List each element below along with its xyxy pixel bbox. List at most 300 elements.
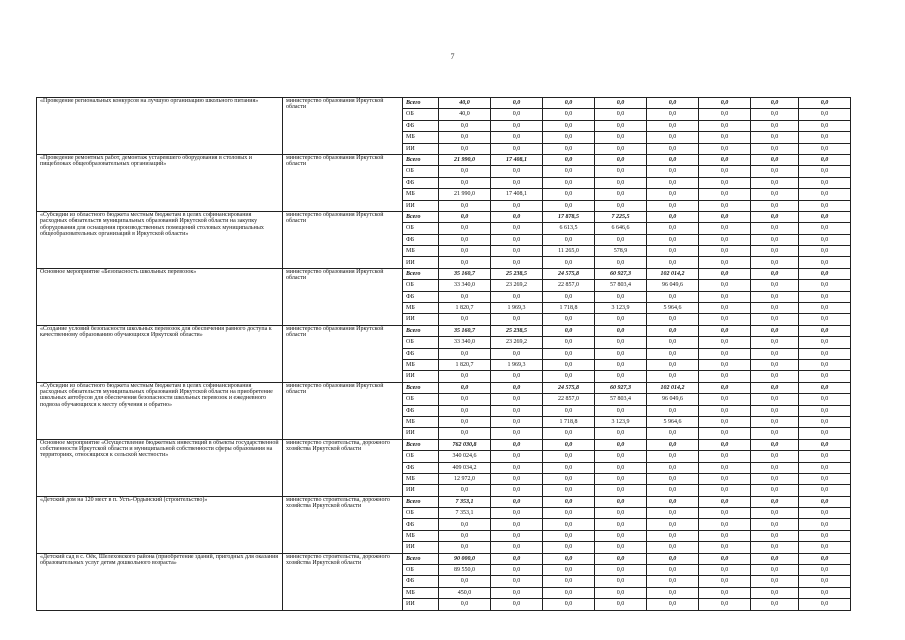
amount-cell: 0,0 — [543, 132, 595, 143]
amount-cell: 0,0 — [595, 428, 647, 439]
amount-cell: 0,0 — [439, 246, 491, 257]
amount-cell: 340 024,6 — [439, 451, 491, 462]
amount-cell: 0,0 — [647, 371, 699, 382]
amount-cell: 0,0 — [491, 246, 543, 257]
funding-source: ОБ — [403, 337, 439, 348]
amount-cell: 0,0 — [799, 553, 851, 564]
amount-cell: 0,0 — [595, 542, 647, 553]
amount-cell: 0,0 — [491, 257, 543, 268]
amount-cell: 0,0 — [595, 371, 647, 382]
amount-cell: 0,0 — [647, 166, 699, 177]
amount-cell: 0,0 — [699, 223, 751, 234]
amount-cell: 35 160,7 — [439, 325, 491, 336]
amount-cell: 0,0 — [647, 223, 699, 234]
amount-cell: 0,0 — [439, 257, 491, 268]
amount-cell: 0,0 — [543, 371, 595, 382]
amount-cell: 0,0 — [751, 98, 799, 109]
amount-cell: 0,0 — [439, 428, 491, 439]
amount-cell: 0,0 — [751, 109, 799, 120]
amount-cell: 0,0 — [439, 382, 491, 393]
amount-cell: 0,0 — [751, 234, 799, 245]
amount-cell: 0,0 — [751, 542, 799, 553]
amount-cell: 0,0 — [439, 599, 491, 610]
amount-cell: 0,0 — [699, 303, 751, 314]
amount-cell: 0,0 — [699, 599, 751, 610]
table-row — [37, 211, 851, 222]
amount-cell: 0,0 — [439, 394, 491, 405]
amount-cell: 0,0 — [751, 371, 799, 382]
amount-cell: 0,0 — [751, 416, 799, 427]
amount-cell: 0,0 — [491, 508, 543, 519]
amount-cell: 0,0 — [799, 268, 851, 279]
amount-cell: 0,0 — [799, 211, 851, 222]
amount-cell: 409 034,2 — [439, 462, 491, 473]
responsible-executor: министерство строительства, дорожного хозяйства Иркутской области — [283, 496, 403, 553]
amount-cell: 0,0 — [751, 462, 799, 473]
amount-cell: 0,0 — [751, 291, 799, 302]
amount-cell: 0,0 — [647, 496, 699, 507]
amount-cell: 25 238,5 — [491, 325, 543, 336]
amount-cell: 22 857,0 — [543, 280, 595, 291]
activity-name: «Субсидии из областного бюджета местным бюджетам в целях софинансирования расходных обязательств муниципальных образований Иркутской области на закупку оборудования для оснащения производственных помещений столовых муниципальных общеобразовательных организаций в Иркутской области» — [37, 211, 283, 268]
amount-cell: 17 408,1 — [491, 189, 543, 200]
amount-cell: 0,0 — [699, 371, 751, 382]
amount-cell: 0,0 — [699, 314, 751, 325]
responsible-executor: министерство образования Иркутской области — [283, 325, 403, 382]
amount-cell: 60 927,3 — [595, 382, 647, 393]
amount-cell: 1 718,8 — [543, 416, 595, 427]
amount-cell: 0,0 — [595, 166, 647, 177]
amount-cell: 0,0 — [699, 542, 751, 553]
amount-cell: 0,0 — [647, 211, 699, 222]
funding-source: МБ — [403, 246, 439, 257]
amount-cell: 0,0 — [647, 348, 699, 359]
amount-cell: 0,0 — [491, 439, 543, 450]
amount-cell: 0,0 — [595, 98, 647, 109]
amount-cell: 11 265,0 — [543, 246, 595, 257]
amount-cell: 0,0 — [543, 428, 595, 439]
amount-cell: 0,0 — [751, 508, 799, 519]
amount-cell: 0,0 — [751, 246, 799, 257]
amount-cell: 0,0 — [595, 189, 647, 200]
funding-source: ИИ — [403, 542, 439, 553]
amount-cell: 0,0 — [491, 451, 543, 462]
amount-cell: 0,0 — [799, 599, 851, 610]
funding-source: МБ — [403, 473, 439, 484]
amount-cell: 0,0 — [751, 439, 799, 450]
responsible-executor: министерство строительства, дорожного хозяйства Иркутской области — [283, 553, 403, 610]
amount-cell: 0,0 — [647, 462, 699, 473]
amount-cell: 0,0 — [799, 98, 851, 109]
amount-cell: 0,0 — [647, 325, 699, 336]
amount-cell: 0,0 — [699, 553, 751, 564]
amount-cell: 0,0 — [595, 132, 647, 143]
amount-cell: 60 927,3 — [595, 268, 647, 279]
amount-cell: 0,0 — [543, 177, 595, 188]
amount-cell: 0,0 — [699, 268, 751, 279]
amount-cell: 0,0 — [543, 109, 595, 120]
amount-cell: 0,0 — [491, 576, 543, 587]
funding-source: ИИ — [403, 599, 439, 610]
amount-cell: 0,0 — [751, 177, 799, 188]
funding-source: ФБ — [403, 177, 439, 188]
activity-name: «Проведение региональных конкурсов на лучшую организацию школьного питания» — [37, 98, 283, 155]
amount-cell: 0,0 — [543, 496, 595, 507]
amount-cell: 0,0 — [751, 325, 799, 336]
amount-cell: 0,0 — [491, 485, 543, 496]
amount-cell: 0,0 — [799, 189, 851, 200]
amount-cell: 33 340,0 — [439, 280, 491, 291]
funding-source: Всего — [403, 325, 439, 336]
amount-cell: 0,0 — [543, 257, 595, 268]
amount-cell: 0,0 — [699, 154, 751, 165]
amount-cell: 0,0 — [543, 166, 595, 177]
amount-cell: 0,0 — [647, 553, 699, 564]
amount-cell: 0,0 — [491, 416, 543, 427]
amount-cell: 0,0 — [491, 542, 543, 553]
amount-cell: 0,0 — [799, 177, 851, 188]
table-row — [37, 98, 851, 109]
amount-cell: 0,0 — [799, 257, 851, 268]
amount-cell: 0,0 — [595, 314, 647, 325]
amount-cell: 0,0 — [491, 348, 543, 359]
page-number: 7 — [450, 52, 455, 61]
amount-cell: 0,0 — [491, 371, 543, 382]
funding-source: ФБ — [403, 234, 439, 245]
amount-cell: 0,0 — [799, 303, 851, 314]
activity-name: «Создание условий безопасности школьных перевозок для обеспечения равного доступа к качественному образованию обучающихся Иркутской области» — [37, 325, 283, 382]
amount-cell: 0,0 — [699, 508, 751, 519]
amount-cell: 0,0 — [647, 451, 699, 462]
amount-cell: 0,0 — [699, 337, 751, 348]
amount-cell: 0,0 — [699, 280, 751, 291]
amount-cell: 0,0 — [799, 246, 851, 257]
amount-cell: 0,0 — [439, 485, 491, 496]
table-row — [37, 268, 851, 279]
amount-cell: 0,0 — [543, 98, 595, 109]
amount-cell: 0,0 — [647, 200, 699, 211]
funding-source: ФБ — [403, 120, 439, 131]
amount-cell: 0,0 — [699, 496, 751, 507]
amount-cell: 0,0 — [751, 576, 799, 587]
amount-cell: 0,0 — [439, 314, 491, 325]
amount-cell: 0,0 — [595, 530, 647, 541]
funding-source: ИИ — [403, 371, 439, 382]
amount-cell: 25 238,5 — [491, 268, 543, 279]
funding-source: ФБ — [403, 291, 439, 302]
amount-cell: 0,0 — [647, 143, 699, 154]
amount-cell: 0,0 — [491, 132, 543, 143]
amount-cell: 0,0 — [699, 394, 751, 405]
amount-cell: 0,0 — [543, 359, 595, 370]
amount-cell: 0,0 — [595, 565, 647, 576]
amount-cell: 0,0 — [647, 599, 699, 610]
amount-cell: 0,0 — [647, 154, 699, 165]
amount-cell: 23 269,2 — [491, 280, 543, 291]
amount-cell: 0,0 — [439, 405, 491, 416]
amount-cell: 0,0 — [439, 143, 491, 154]
amount-cell: 0,0 — [439, 177, 491, 188]
amount-cell: 0,0 — [491, 394, 543, 405]
amount-cell: 0,0 — [751, 223, 799, 234]
amount-cell: 0,0 — [595, 496, 647, 507]
amount-cell: 0,0 — [699, 200, 751, 211]
amount-cell: 0,0 — [595, 599, 647, 610]
amount-cell: 0,0 — [751, 166, 799, 177]
amount-cell: 450,0 — [439, 587, 491, 598]
amount-cell: 0,0 — [699, 166, 751, 177]
amount-cell: 0,0 — [699, 143, 751, 154]
amount-cell: 0,0 — [699, 587, 751, 598]
amount-cell: 0,0 — [595, 439, 647, 450]
amount-cell: 0,0 — [751, 496, 799, 507]
amount-cell: 0,0 — [439, 519, 491, 530]
amount-cell: 0,0 — [595, 234, 647, 245]
amount-cell: 0,0 — [595, 462, 647, 473]
amount-cell: 0,0 — [699, 382, 751, 393]
amount-cell: 0,0 — [751, 519, 799, 530]
amount-cell: 40,0 — [439, 98, 491, 109]
amount-cell: 0,0 — [751, 120, 799, 131]
responsible-executor: министерство образования Иркутской области — [283, 154, 403, 211]
amount-cell: 0,0 — [799, 576, 851, 587]
amount-cell: 0,0 — [799, 508, 851, 519]
funding-source: МБ — [403, 132, 439, 143]
amount-cell: 0,0 — [491, 120, 543, 131]
amount-cell: 0,0 — [491, 530, 543, 541]
amount-cell: 0,0 — [595, 348, 647, 359]
amount-cell: 0,0 — [699, 132, 751, 143]
amount-cell: 0,0 — [491, 211, 543, 222]
amount-cell: 0,0 — [799, 394, 851, 405]
funding-source: ФБ — [403, 462, 439, 473]
amount-cell: 0,0 — [799, 451, 851, 462]
amount-cell: 0,0 — [543, 439, 595, 450]
responsible-executor: министерство образования Иркутской области — [283, 211, 403, 268]
amount-cell: 0,0 — [699, 416, 751, 427]
amount-cell: 0,0 — [543, 143, 595, 154]
amount-cell: 0,0 — [543, 405, 595, 416]
amount-cell: 3 123,9 — [595, 416, 647, 427]
amount-cell: 0,0 — [647, 246, 699, 257]
amount-cell: 12 972,0 — [439, 473, 491, 484]
amount-cell: 1 820,7 — [439, 359, 491, 370]
funding-source: Всего — [403, 211, 439, 222]
funding-source: Всего — [403, 268, 439, 279]
funding-source: ИИ — [403, 200, 439, 211]
amount-cell: 0,0 — [543, 234, 595, 245]
amount-cell: 0,0 — [647, 291, 699, 302]
amount-cell: 0,0 — [647, 576, 699, 587]
amount-cell: 0,0 — [647, 519, 699, 530]
amount-cell: 0,0 — [491, 98, 543, 109]
amount-cell: 0,0 — [595, 291, 647, 302]
amount-cell: 0,0 — [543, 325, 595, 336]
amount-cell: 0,0 — [751, 303, 799, 314]
amount-cell: 0,0 — [647, 587, 699, 598]
amount-cell: 0,0 — [647, 485, 699, 496]
amount-cell: 0,0 — [799, 565, 851, 576]
amount-cell: 89 550,0 — [439, 565, 491, 576]
amount-cell: 0,0 — [647, 428, 699, 439]
table-row — [37, 496, 851, 507]
amount-cell: 0,0 — [647, 530, 699, 541]
amount-cell: 0,0 — [799, 485, 851, 496]
amount-cell: 0,0 — [699, 439, 751, 450]
amount-cell: 0,0 — [799, 280, 851, 291]
amount-cell: 0,0 — [799, 519, 851, 530]
amount-cell: 17 878,5 — [543, 211, 595, 222]
amount-cell: 0,0 — [647, 508, 699, 519]
amount-cell: 0,0 — [699, 109, 751, 120]
amount-cell: 0,0 — [799, 348, 851, 359]
table-row — [37, 439, 851, 450]
amount-cell: 0,0 — [751, 382, 799, 393]
amount-cell: 96 049,6 — [647, 280, 699, 291]
amount-cell: 0,0 — [595, 120, 647, 131]
amount-cell: 7 225,5 — [595, 211, 647, 222]
amount-cell: 96 049,6 — [647, 394, 699, 405]
amount-cell: 21 990,0 — [439, 189, 491, 200]
amount-cell: 0,0 — [799, 416, 851, 427]
amount-cell: 0,0 — [699, 451, 751, 462]
amount-cell: 0,0 — [751, 394, 799, 405]
amount-cell: 0,0 — [751, 200, 799, 211]
funding-source: МБ — [403, 189, 439, 200]
amount-cell: 6 613,5 — [543, 223, 595, 234]
amount-cell: 0,0 — [439, 223, 491, 234]
amount-cell: 0,0 — [751, 587, 799, 598]
amount-cell: 40,0 — [439, 109, 491, 120]
amount-cell: 0,0 — [543, 200, 595, 211]
amount-cell: 0,0 — [699, 576, 751, 587]
funding-source: МБ — [403, 587, 439, 598]
amount-cell: 0,0 — [699, 189, 751, 200]
funding-source: МБ — [403, 416, 439, 427]
amount-cell: 0,0 — [439, 542, 491, 553]
funding-source: Всего — [403, 496, 439, 507]
amount-cell: 0,0 — [647, 337, 699, 348]
amount-cell: 0,0 — [543, 462, 595, 473]
amount-cell: 0,0 — [543, 473, 595, 484]
amount-cell: 0,0 — [439, 348, 491, 359]
amount-cell: 0,0 — [595, 200, 647, 211]
funding-source: ИИ — [403, 314, 439, 325]
amount-cell: 24 575,8 — [543, 268, 595, 279]
amount-cell: 0,0 — [751, 211, 799, 222]
amount-cell: 0,0 — [491, 382, 543, 393]
amount-cell: 0,0 — [647, 542, 699, 553]
amount-cell: 0,0 — [543, 189, 595, 200]
amount-cell: 0,0 — [647, 257, 699, 268]
amount-cell: 0,0 — [699, 325, 751, 336]
amount-cell: 3 123,9 — [595, 303, 647, 314]
amount-cell: 0,0 — [647, 405, 699, 416]
funding-source: Всего — [403, 382, 439, 393]
amount-cell: 102 014,2 — [647, 382, 699, 393]
responsible-executor: министерство строительства, дорожного хозяйства Иркутской области — [283, 439, 403, 496]
activity-name: «Детский сад в с. Оёк, Шелеховского района (приобретение зданий, пригодных для оказания образовательных услуг детям дошкольного возраста» — [37, 553, 283, 610]
amount-cell: 0,0 — [751, 143, 799, 154]
amount-cell: 0,0 — [799, 154, 851, 165]
amount-cell: 0,0 — [647, 109, 699, 120]
funding-source: ОБ — [403, 394, 439, 405]
funding-source: ИИ — [403, 485, 439, 496]
amount-cell: 0,0 — [699, 246, 751, 257]
amount-cell: 0,0 — [595, 154, 647, 165]
funding-source: ОБ — [403, 223, 439, 234]
amount-cell: 57 803,4 — [595, 280, 647, 291]
amount-cell: 0,0 — [543, 553, 595, 564]
funding-source: ОБ — [403, 109, 439, 120]
amount-cell: 0,0 — [799, 166, 851, 177]
amount-cell: 0,0 — [439, 166, 491, 177]
amount-cell: 0,0 — [543, 565, 595, 576]
amount-cell: 0,0 — [595, 109, 647, 120]
amount-cell: 0,0 — [799, 473, 851, 484]
amount-cell: 0,0 — [543, 314, 595, 325]
amount-cell: 0,0 — [647, 473, 699, 484]
amount-cell: 0,0 — [699, 530, 751, 541]
amount-cell: 0,0 — [543, 154, 595, 165]
amount-cell: 762 030,8 — [439, 439, 491, 450]
amount-cell: 5 964,6 — [647, 416, 699, 427]
amount-cell: 0,0 — [751, 154, 799, 165]
amount-cell: 0,0 — [491, 234, 543, 245]
amount-cell: 0,0 — [751, 599, 799, 610]
table-row — [37, 154, 851, 165]
amount-cell: 0,0 — [799, 109, 851, 120]
amount-cell: 21 990,0 — [439, 154, 491, 165]
amount-cell: 0,0 — [799, 428, 851, 439]
funding-source: ИИ — [403, 428, 439, 439]
amount-cell: 0,0 — [751, 314, 799, 325]
funding-source: МБ — [403, 359, 439, 370]
amount-cell: 0,0 — [751, 337, 799, 348]
amount-cell: 0,0 — [439, 291, 491, 302]
amount-cell: 0,0 — [751, 553, 799, 564]
funding-source: ОБ — [403, 280, 439, 291]
amount-cell: 0,0 — [751, 132, 799, 143]
amount-cell: 7 353,1 — [439, 508, 491, 519]
amount-cell: 0,0 — [699, 428, 751, 439]
amount-cell: 33 340,0 — [439, 337, 491, 348]
funding-source: Всего — [403, 439, 439, 450]
amount-cell: 0,0 — [491, 519, 543, 530]
amount-cell: 23 269,2 — [491, 337, 543, 348]
amount-cell: 0,0 — [543, 485, 595, 496]
amount-cell: 0,0 — [799, 496, 851, 507]
amount-cell: 0,0 — [439, 576, 491, 587]
amount-cell: 0,0 — [491, 405, 543, 416]
amount-cell: 0,0 — [799, 337, 851, 348]
amount-cell: 0,0 — [699, 359, 751, 370]
amount-cell: 0,0 — [543, 542, 595, 553]
activity-name: «Субсидии из областного бюджета местным бюджетам в целях софинансирования расходных обязательств муниципальных образований Иркутской области на приобретение школьных автобусов для обеспечения безопасности школьных перевозок и ежедневного подвоза обучающихся к месту обучения и обратно» — [37, 382, 283, 439]
amount-cell: 0,0 — [699, 565, 751, 576]
amount-cell: 0,0 — [543, 576, 595, 587]
amount-cell: 1 969,3 — [491, 359, 543, 370]
amount-cell: 0,0 — [439, 530, 491, 541]
amount-cell: 6 646,6 — [595, 223, 647, 234]
amount-cell: 0,0 — [799, 587, 851, 598]
amount-cell: 0,0 — [543, 587, 595, 598]
amount-cell: 0,0 — [699, 257, 751, 268]
amount-cell: 0,0 — [439, 120, 491, 131]
amount-cell: 0,0 — [799, 382, 851, 393]
amount-cell: 0,0 — [799, 530, 851, 541]
amount-cell: 0,0 — [751, 451, 799, 462]
